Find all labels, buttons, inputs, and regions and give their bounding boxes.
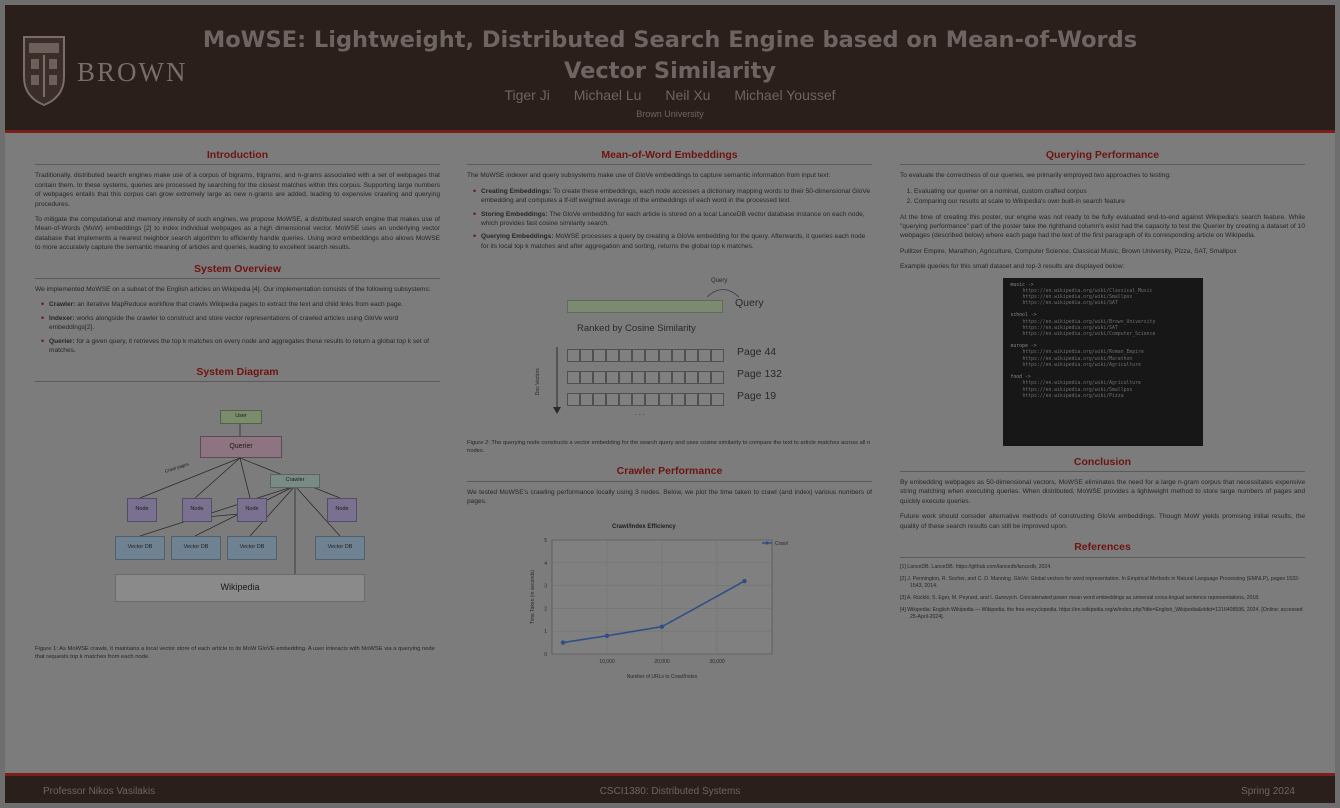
query-text: music -> [1010,282,1034,288]
embedding-steps-list [473,187,872,251]
term: Indexer: [49,314,75,322]
paragraph: Traditionally, distributed search engines make use of a corpus of bigrams, trigrams, and n-grams associated with a set of webpages that contain them. In these systems, queries are processed by searching for the closest matches within this corpus. Supporting large numbers of webpages entails that this corpus can grow extremely large as new n-grams are added, leading to expensive crawling and querying procedures. [35,172,440,208]
result-url: https://en.wikipedia.org/wiki/Pizza [1022,393,1124,399]
doc-vector-row [567,393,724,406]
query-vector [567,300,723,313]
query-group [1011,375,1195,400]
shield-icon [21,31,67,107]
figure-caption: Figure 1: As MoWSE crawls, it maintains a local vector store of each article to its MoW GloVE embedding. A user interacts with MoWSE via a querying node that requests top k matches from each node. [35,645,435,660]
term: Crawler: [49,301,76,309]
data-point [660,625,664,629]
querier-node: Querier [200,436,282,458]
author: Neil Xu [665,87,711,103]
author-list [195,87,1145,103]
legend-marker [765,542,768,545]
result-url: https://en.wikipedia.org/wiki/Computer_Science [1022,332,1156,338]
paragraph: Example queries for this small dataset and top-3 results are displayed below: [900,263,1125,271]
column-middle [467,145,872,697]
list-item [41,314,440,333]
brown-logo [21,31,191,111]
figure-caption: Figure 2: The querying node constructs a vector embedding for the search query and uses cosine similarity to compare the text to article matches across all n nodes. [467,440,871,455]
ranked-label: Ranked by Cosine Similarity [577,323,696,335]
poster-title: MoWSE: Lightweight, Distributed Search Engine based on Mean-of-Words Vector Similarity [202,27,1138,84]
mow-embeddings-section [467,145,872,455]
paragraph: To evaluate the correctness of our queries, we primarily employed two approaches to testing: [900,172,1171,180]
term: Querier: [49,337,75,345]
list-item [473,210,872,229]
poster-header [5,5,1335,133]
query-results-terminal [1003,278,1203,446]
paragraph: To mitigate the computational and memory intensity of such engines, we propose MoWSE, a distributed search engine that makes use of Mean-of-Words (MoW) embeddings [2] to index individual webpages as a high dimensional vector. MoWSE uses an underlying vector database that implements a nearest neighbor search algorithm to efficiently handle queries. Using word embeddings also allows MoWSE to more accurately capture the semantic meaning of articles and queries, leading to excellent search results. [35,216,440,252]
testing-list [914,187,1305,207]
section-title: Introduction [35,145,440,165]
reference-item: [1] LanceDB. LanceDB. https://github.com/lancedb/lancedb, 2024. [900,563,1052,570]
poster-footer [5,773,1335,803]
y-tick-label: 5 [544,538,547,545]
poster [5,5,1335,803]
system-diagram-section [35,362,440,661]
paragraph: We implemented MoWSE on a subset of the English articles on Wikipedia [4]. Our implementation consists of the following subsystems: [35,286,431,294]
result-url: https://en.wikipedia.org/wiki/Roman_Empire [1022,350,1144,356]
vector-db-box: Vector DB [315,536,365,560]
query-text: food -> [1010,375,1031,381]
crawler-node: Crawler [270,474,320,488]
node-box: Node [182,498,212,522]
data-point [561,641,565,645]
paragraph: By embedding webpages as 50-dimensional vectors, MoWSE eliminates the need for a large n-gram corpus that necessitates expensive string matching when executing queries. When distributed, MoWSE provides a lightweight method to store large numbers of pages and quickly execute queries. [900,479,1305,505]
query-group [1011,313,1195,338]
section-title: Mean-of-Word Embeddings [467,145,872,165]
data-point [742,579,746,583]
paragraph: The MoWSE indexer and query subsystems make use of GloVe embeddings to capture semantic information from input text: [467,172,831,180]
paragraph: Future work should consider alternative methods of constructing GloVe embeddings. Though MoW yields promising initial results, the quality of these search results can still be improved upon. [900,513,1305,530]
list-item [41,300,440,309]
loop-arrow-icon [703,284,743,298]
axis-label: Doc Vectors [534,368,541,396]
querying-performance-section [900,145,1305,446]
text: The GloVe embedding for each article is stored on a local LanceDB vector database instance on each node, which provides fast cosine similarity search. [481,210,865,228]
y-tick-label: 2 [544,606,547,613]
query-text: europe -> [1010,344,1037,350]
references-section [900,537,1305,620]
reference-item: [3] A. Rücklé, S. Eger, M. Peyrard, and I. Gurevych. Concatenated power mean word embeddings as universal cross-lingual sentence representations, 2018. [900,594,1260,601]
section-title: System Overview [35,259,440,279]
footer-course: CSCI1380: Distributed Systems [599,786,741,797]
vector-db-box: Vector DB [171,536,221,560]
wikipedia-box: Wikipedia [115,574,365,602]
text: works alongside the crawler to construct and store vector representations of crawled articles using GloVe word embeddings[2]. [49,314,399,332]
section-title: System Diagram [35,362,440,382]
reference-item: [4] Wikipedia: English Wikipedia — Wikipedia, the free encyclopedia. https://en.wikipedia.org/w/index.php?title=English_Wikipedia&oldid=1216408596, 2024. [Online; accessed 25-April-2024]. [900,606,1303,620]
system-diagram [35,388,440,643]
query-top-label: Query [711,278,728,285]
term: Querying Embeddings: [481,233,554,241]
footer-term: Spring 2024 [1241,786,1295,797]
vector-db-box: Vector DB [227,536,277,560]
page-label: Page 132 [737,368,782,381]
edge-label: Crawl pages [164,461,190,474]
affiliation: Brown University [636,109,704,119]
query-group [1011,283,1195,308]
result-url: https://en.wikipedia.org/wiki/Smallpox [1022,295,1133,301]
data-point [605,634,609,638]
system-overview-section [35,259,440,356]
text: MoWSE processes a query by creating a GloVe embedding for the query. Afterwards, it queries each node for its local top k matches and after aggregation and sorting, returns the global top k matches. [481,233,866,250]
paragraph: Pulitzer Empire, Marathon, Agriculture, Computer Science, Classical Music, Brown University, Pizza, SAT, Smallpox [900,247,1237,255]
doc-vector-row [567,349,724,362]
page-label: Page 19 [737,390,777,403]
result-url: https://en.wikipedia.org/wiki/Classical_Music [1022,288,1153,294]
result-url: https://en.wikipedia.org/wiki/Brown_University [1022,319,1156,325]
term: Creating Embeddings: [481,187,552,195]
node-box: Node [237,498,267,522]
result-url: https://en.wikipedia.org/wiki/Smallpox [1022,387,1133,393]
conclusion-section [900,452,1305,531]
author: Tiger Ji [504,87,550,103]
query-label: Query [735,297,764,310]
paragraph: We tested MoWSE's crawling performance locally using 3 nodes. Below, we plot the time taken to crawl (and index) various numbers of pages. [467,488,872,506]
reference-list [900,564,1305,621]
result-url: https://en.wikipedia.org/wiki/Agriculture [1022,381,1141,387]
text: an iterative MapReduce workflow that crawls Wikipedia pages to extract the text and child links from each page. [77,301,404,309]
page-label: Page 44 [737,346,777,359]
x-tick-label: 30,000 [709,659,725,666]
result-url: https://en.wikipedia.org/wiki/SAT [1022,325,1118,331]
x-tick-label: 20,000 [654,659,670,666]
ellipsis: . . . [635,410,645,418]
column-left [35,145,440,667]
logo-wordmark: BROWN [77,57,188,87]
vector-db-box: Vector DB [115,536,165,560]
list-item [473,232,872,251]
column-right [900,145,1305,627]
crawler-performance-section [467,461,872,691]
result-url: https://en.wikipedia.org/wiki/Marathon [1022,356,1133,362]
legend-entry: Crawl [775,541,788,548]
x-axis-label: Number of URLs to Crawl/Index [626,674,698,681]
introduction-section [35,145,440,253]
y-tick-label: 3 [544,584,547,591]
x-tick-label: 10,000 [599,659,615,666]
section-title: Querying Performance [900,145,1305,165]
list-item [41,337,440,356]
text: To create these embeddings, each node accesses a dictionary mapping words to their 50-dimensional GloVe embedding and computes a tf-idf weighted average of the embeddings of each word in the processed text. [481,187,871,205]
reference-item: [2] J. Pennington, R. Socher, and C. D. Manning. GloVe: Global vectors for word representation. In Empirical Methods in Natural Language Processing (EMNLP), pages 1532-1543, 2014. [900,575,1300,589]
y-tick-label: 1 [544,629,547,636]
list-item: 2. Comparing our results at scale to Wikipedia's own built-in search feature [914,197,1305,206]
author: Michael Youssef [734,87,836,103]
query-text: school -> [1010,313,1037,319]
term: Storing Embeddings: [481,210,548,218]
axis-arrow [551,345,563,415]
section-title: References [900,537,1305,557]
section-title: Crawler Performance [467,461,872,481]
node-box: Node [127,498,157,522]
footer-professor: Professor Nikos Vasilakis [43,786,156,797]
embedding-figure [467,257,872,437]
query-group [1011,344,1195,369]
node-box: Node [327,498,357,522]
result-url: https://en.wikipedia.org/wiki/Agriculture [1022,362,1141,368]
result-url: https://en.wikipedia.org/wiki/SAT [1022,301,1118,307]
doc-vector-row [567,371,724,384]
author: Michael Lu [573,87,642,103]
y-tick-label: 0 [544,652,547,659]
y-tick-label: 4 [544,561,547,568]
y-axis-label: Time Taken (in seconds) [530,570,536,625]
crawl-efficiency-chart [467,512,872,687]
user-node: User [220,410,262,424]
list-item: 1. Evaluating our querier on a nominal, custom crafted corpus [914,187,1305,196]
subsystem-list [41,300,440,355]
chart-title: Crawl/Index Efficiency [612,524,676,531]
paragraph: At the time of creating this poster, our engine was not ready to be fully evaluated end-to-end against Wikipedia's search feature. While "querying performance" part of the poster take the righthand column's exist had the capacity to test the Querier by creating a dataset of 10 webpages (described below) where each page had the text of the first paragraph of its corresponding article on Wikipedia. [900,213,1305,240]
list-item [473,187,872,206]
text: for a given query, it retrieves the top k matches on every node and aggregates these results to return a global top k set of matches. [49,337,429,355]
section-title: Conclusion [900,452,1305,472]
